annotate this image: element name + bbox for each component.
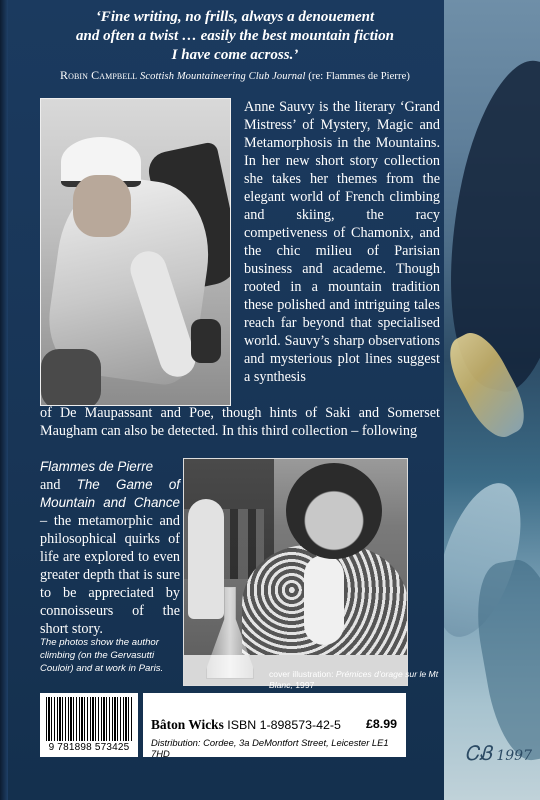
isbn-barcode xyxy=(46,697,132,741)
cover-painting-strip xyxy=(444,0,540,800)
photo-glove xyxy=(191,319,221,363)
signature-year: 1997 xyxy=(496,748,532,764)
publisher-line xyxy=(151,717,401,733)
barcode-number: 9 781898 573425 xyxy=(48,742,130,753)
isbn-text: ISBN 1-898573-42-5 xyxy=(227,718,341,732)
photo-rock xyxy=(41,349,101,406)
quote-line-1: ‘Fine writing, no frills, always a denouement xyxy=(95,9,375,25)
signature-mark: ᏟᏰ xyxy=(464,741,492,765)
blurb-part-3-text: – the metamorphic and philosophical quirks of life are explored to even greater depth that is sure to be appreciated by connoisseurs of the short story. xyxy=(40,513,180,637)
quote-line-2: and often a twist … easily the best mountain fiction xyxy=(76,28,394,44)
publisher-name: Bâton Wicks xyxy=(151,717,224,732)
reviewer-journal: Scottish Mountaineering Club Journal xyxy=(140,71,306,82)
photo-caption: The photos show the author climbing (on the Gervasutti Couloir) and at work in Paris. xyxy=(40,637,164,674)
book-title-2: The Game of Mountain and Chance xyxy=(40,477,181,510)
blurb-and: and xyxy=(40,477,61,493)
author-climbing-photo xyxy=(40,98,231,406)
distribution-text: Distribution: Cordee, 3a DeMontfort Street, Leicester LE1 7HD xyxy=(151,737,389,759)
publisher-box xyxy=(143,693,406,757)
painter-signature xyxy=(464,741,532,765)
blurb-part-2: of De Maupassant and Poe, though hints of Saki and Somerset Maugham can also be detected. In this third collection – following xyxy=(40,405,440,439)
blurb-part-1: Anne Sauvy is the literary ‘Grand Mistress’ of Mystery, Magic and Metamorphosis in the Mountains. In her new short story collection she takes her themes from the elegant world of French climbing and skiing, the racy competiveness of Chamonix, and the chic milieu of Parisian business and academe. Though rooted in a mountain tradition these polished and intriguing tales reach far beyond that specialised world. Sauvy’s sharp observations and mysterious plot lines suggest a synthesis xyxy=(244,99,440,385)
author-at-work-photo xyxy=(183,458,408,686)
cover-illustration-label: cover illustration: xyxy=(269,669,334,679)
book-title-1: Flammes de Pierre xyxy=(40,459,154,474)
quote-attribution xyxy=(30,68,440,83)
photo-bystander xyxy=(188,499,224,619)
spine-edge xyxy=(0,0,8,800)
blurb-part-3 xyxy=(40,458,180,638)
photo-author-shirt xyxy=(304,555,344,645)
reviewer-name: Robin Campbell xyxy=(60,68,138,82)
price-text: £8.99 xyxy=(365,717,397,731)
photo-face xyxy=(73,175,131,237)
barcode-box xyxy=(40,693,138,757)
cover-illustration-year: 1997 xyxy=(295,680,315,690)
review-quote xyxy=(30,8,440,65)
cover-illustration-title: Prémices d’orage sur le Mt Blanc, xyxy=(269,669,439,690)
reviewer-reference: (re: Flammes de Pierre) xyxy=(308,71,410,82)
photo-author-head xyxy=(286,463,382,559)
quote-line-3: I have come across.’ xyxy=(171,47,299,63)
